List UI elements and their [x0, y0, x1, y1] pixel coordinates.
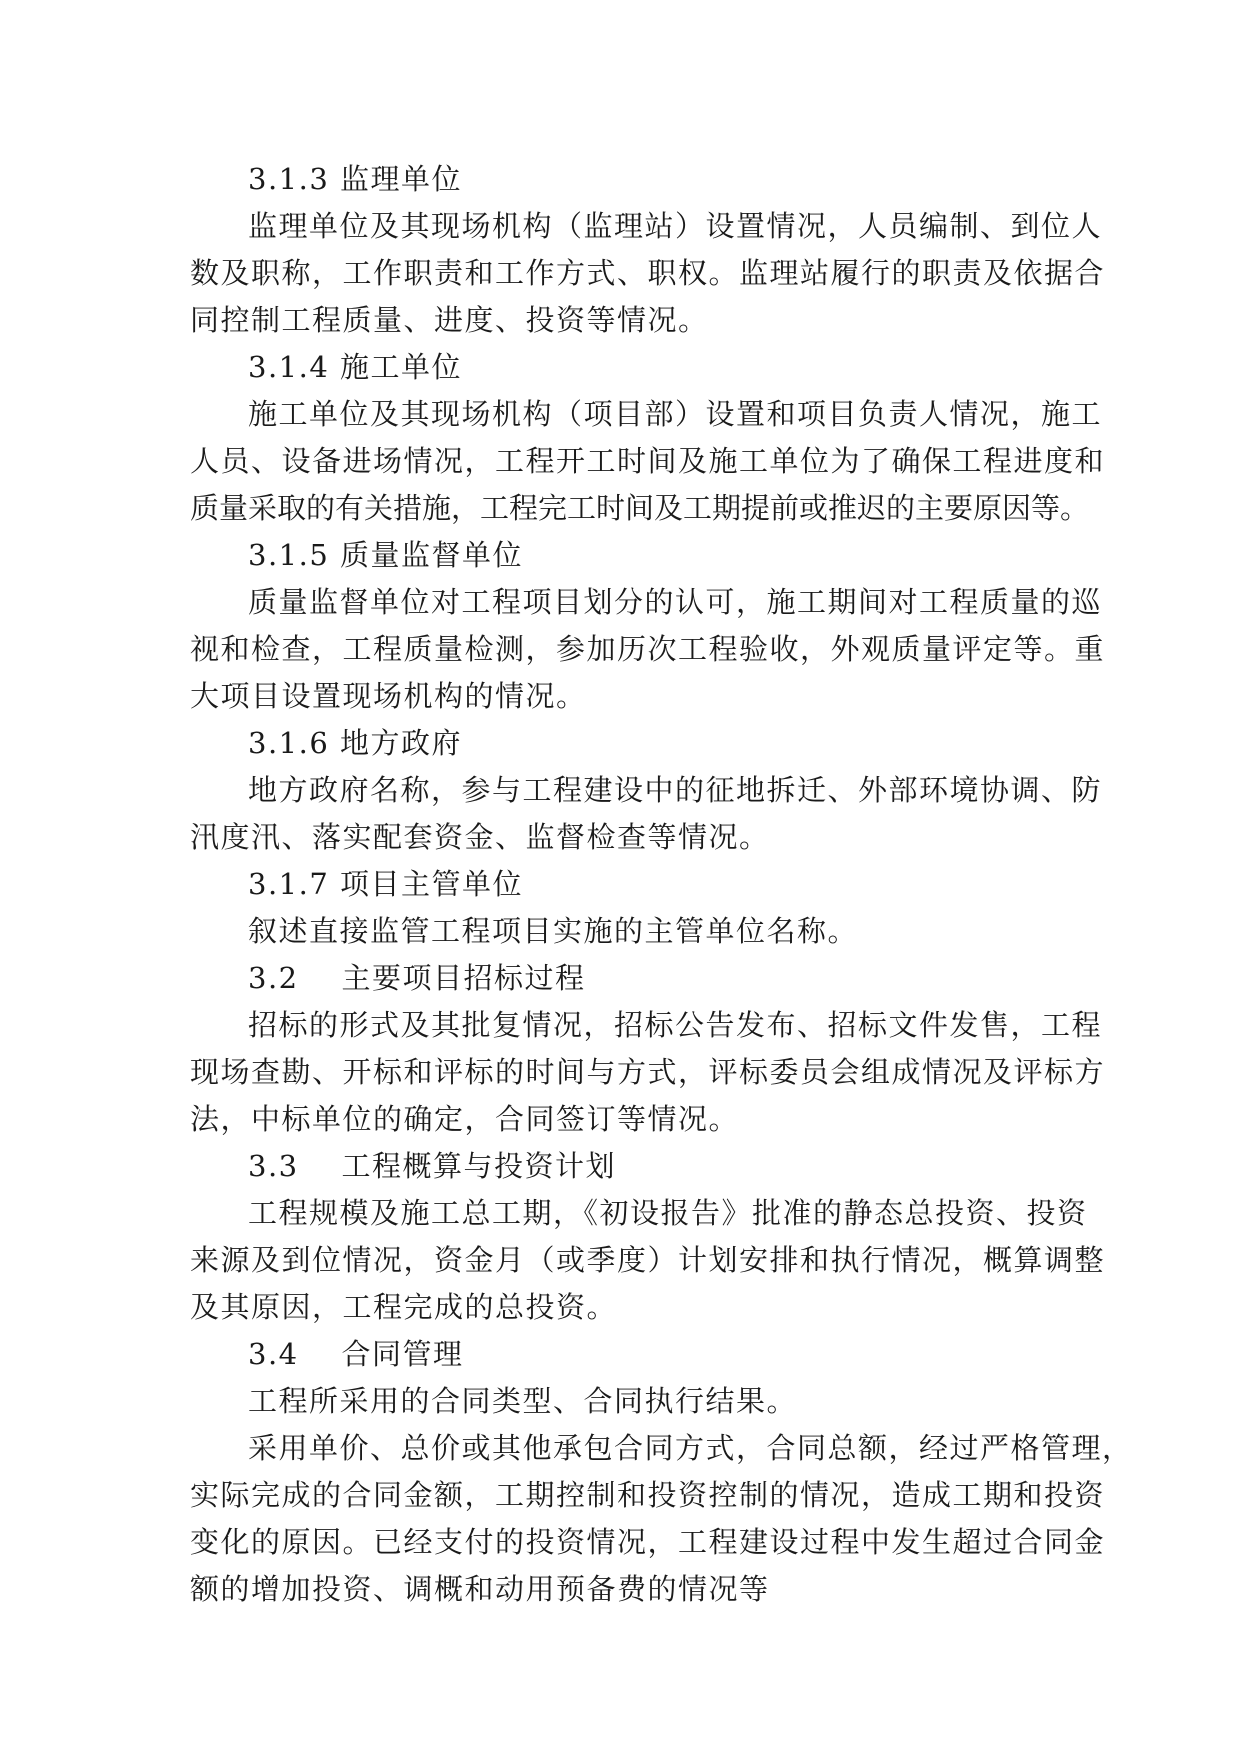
paragraph-line: 地方政府名称，参与工程建设中的征地拆迁、外部环境协调、防 — [248, 773, 1103, 807]
section-heading: 3.4 合同管理 — [248, 1337, 464, 1371]
section-heading: 3.1.6 地方政府 — [248, 726, 463, 760]
paragraph-line: 招标的形式及其批复情况，招标公告发布、招标文件发售，工程 — [248, 1008, 1103, 1042]
paragraph-line: 汛度汛、落实配套资金、监督检查等情况。 — [190, 820, 770, 854]
paragraph-line: 额的增加投资、调概和动用预备费的情况等 — [190, 1572, 770, 1606]
paragraph-line: 施工单位及其现场机构（项目部）设置和项目负责人情况，施工 — [248, 397, 1103, 431]
paragraph-line: 工程规模及施工总工期，《初设报告》批准的静态总投资、投资 — [248, 1196, 1088, 1230]
paragraph-line: 变化的原因。已经支付的投资情况，工程建设过程中发生超过合同金 — [190, 1525, 1106, 1559]
paragraph-line: 质量监督单位对工程项目划分的认可，施工期间对工程质量的巡 — [248, 585, 1103, 619]
paragraph-line: 采用单价、总价或其他承包合同方式，合同总额，经过严格管理， — [248, 1431, 1133, 1465]
paragraph-line: 叙述直接监管工程项目实施的主管单位名称。 — [248, 914, 859, 948]
paragraph-line: 来源及到位情况，资金月（或季度）计划安排和执行情况，概算调整 — [190, 1243, 1106, 1277]
paragraph-line: 工程所采用的合同类型、合同执行结果。 — [248, 1384, 798, 1418]
paragraph-line: 数及职称，工作职责和工作方式、职权。监理站履行的职责及依据合 — [190, 256, 1106, 290]
paragraph-line: 人员、设备进场情况，工程开工时间及施工单位为了确保工程进度和 — [190, 444, 1106, 478]
document-page — [190, 156, 1133, 1613]
paragraph-line: 大项目设置现场机构的情况。 — [190, 679, 587, 713]
section-heading: 3.1.7 项目主管单位 — [248, 867, 524, 901]
section-heading: 3.1.5 质量监督单位 — [248, 538, 524, 572]
paragraph-line: 同控制工程质量、进度、投资等情况。 — [190, 303, 709, 337]
paragraph-line: 视和检查，工程质量检测，参加历次工程验收，外观质量评定等。重 — [190, 632, 1106, 666]
paragraph-line: 法，中标单位的确定，合同签订等情况。 — [190, 1102, 740, 1136]
section-heading: 3.1.3 监理单位 — [248, 162, 463, 196]
section-heading: 3.1.4 施工单位 — [248, 350, 463, 384]
section-heading: 3.3 工程概算与投资计划 — [248, 1149, 616, 1183]
paragraph-line: 及其原因，工程完成的总投资。 — [190, 1290, 618, 1324]
paragraph-line: 实际完成的合同金额，工期控制和投资控制的情况，造成工期和投资 — [190, 1478, 1106, 1512]
section-heading: 3.2 主要项目招标过程 — [248, 961, 586, 995]
paragraph-line: 监理单位及其现场机构（监理站）设置情况，人员编制、到位人 — [248, 209, 1103, 243]
paragraph-line: 现场查勘、开标和评标的时间与方式，评标委员会组成情况及评标方 — [190, 1055, 1106, 1089]
paragraph-line: 质量采取的有关措施，工程完工时间及工期提前或推迟的主要原因等。 — [190, 491, 1090, 525]
